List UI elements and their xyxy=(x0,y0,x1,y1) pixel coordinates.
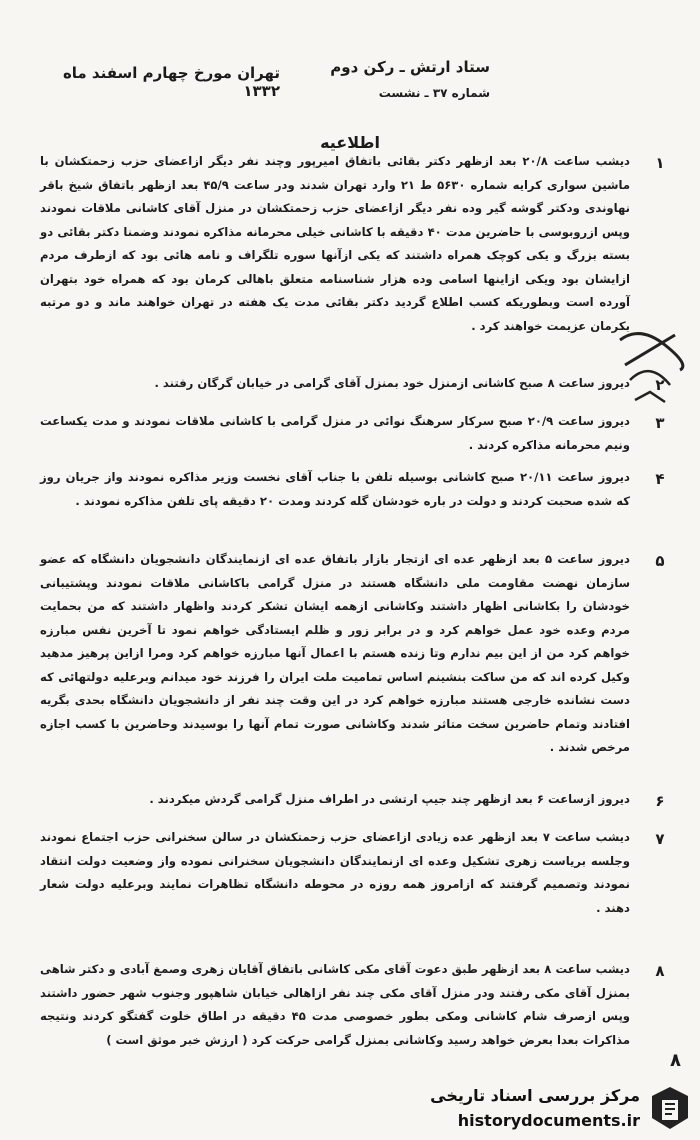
watermark-name: مرکز بررسی اسناد تاریخی xyxy=(430,1086,640,1105)
paragraph-text: دیشب ساعت ۸ بعد ازظهر طبق دعوت آقای مکی کاشانی باتفاق آقایان زهری وصمغ آبادی و دکتر شاهی بمنزل آقای مکی رفتند ودر منزل آقای مکی چند نفر ازاهالی خیابان شاهپور وجنوب شهر حضور داشتند وپس ازصرف شام کاشانی ومکی بطور خصوصی مدت ۴۵ دقیقه در اطاق خلوت گفتگو کردند ونتیجه مذاکرات بعدا بعرض خواهد رسید وکاشانی بمنزل گرامی حرکت کرد ( ارزش خبر موثق است ) xyxy=(40,962,630,1047)
paragraph-number: ۸ xyxy=(655,962,665,980)
paragraph-text: دیروز ساعت ۲۰/۱۱ صبح کاشانی بوسیله تلفن با جناب آقای نخست وزیر مذاکره نمودند واز جریان روز که شده صحبت کردند و دولت در باره خودشان گله کردند ومدت ۲۰ دقیقه پای تلفن مذاکره نمودند . xyxy=(40,470,630,508)
watermark xyxy=(410,1078,700,1140)
document-title: اطلاعیه xyxy=(320,133,380,152)
paragraph-text: دیشب ساعت ۷ بعد ازظهر عده زیادی ازاعضای حزب زحمتکشان در سالن سخنرانی حزب اجتماع نمودند وجلسه بریاست زهری تشکیل وعده ای ازنمایندگان دانشجویان سخنرانی نموده واز وضعیت دولت انتقاد نمودند وتصمیم گرفتند که ازامروز همه روزه در محوطه دانشگاه تظاهرات نمایند وبرعلیه دولت شعار دهند . xyxy=(40,830,630,915)
paragraph-number: ۲ xyxy=(655,376,665,394)
archive-logo-icon xyxy=(648,1084,692,1132)
paragraph-number: ۴ xyxy=(655,470,665,488)
margin-note: ۸ xyxy=(670,1050,681,1071)
watermark-domain: historydocuments.ir xyxy=(457,1111,640,1130)
paragraph-number: ۱ xyxy=(655,154,665,172)
paragraph-number: ۶ xyxy=(655,792,665,810)
paragraph-text: دیروز ساعت ۸ صبح کاشانی ازمنزل خود بمنزل آقای گرامی در خیابان گرگان رفتند . xyxy=(154,376,630,390)
paragraph-text: دیروز ازساعت ۶ بعد ازظهر چند جیپ ارتشی در اطراف منزل گرامی گردش میکردند . xyxy=(149,792,630,806)
paragraph-text: دیروز ساعت ۲۰/۹ صبح سرکار سرهنگ نوائی در منزل گرامی با کاشانی ملاقات نمودند و مدت یکساعت ونیم محرمانه مذاکره کردند . xyxy=(40,414,631,452)
reference-line: شماره ۳۷ ـ نشست xyxy=(378,86,490,100)
paragraph-text: دیشب ساعت ۲۰/۸ بعد ازظهر دکتر بقائی باتفاق امیرپور وچند نفر دیگر ازاعضای حزب زحمتکشان با ماشین سواری کرایه شماره ۵۶۳۰ ط ۲۱ وارد تهران شدند ودر ساعت ۴۵/۹ بعد ازظهر باتفاق شیخ باقر نهاوندی ودکتر گوشه گیر وده نفر دیگر ازاعضای حزب زحمتکشان در منزل آقای کاشانی ملاقات نمودند وپس ازروبوسی با حاضرین مدت ۴۰ دقیقه با کاشانی خیلی محرمانه مذاکره نمودند وضمنا دکتر بقائی دو بسته بزرگ و یکی کوچک همراه داشتند که یکی ازآنها سوره تلگراف و نامه هائی بود که ازطرف مردم ازایشان بود ویکی ازاینها اسامی وده هزار شناسنامه متعلق باهالی کرمان بود که همراه خود بتهران آورده است وبطوریکه کسب اطلاع گردید دکتر بقائی مدت یک هفته در تهران خواهند ماند و دو مرتبه بکرمان عزیمت خواهند کرد . xyxy=(40,154,630,333)
date-line: تهران مورخ چهارم اسفند ماه ۱۳۳۲ xyxy=(62,64,280,100)
paragraph-number: ۵ xyxy=(655,552,665,570)
handwritten-mark-icon xyxy=(610,320,690,410)
paragraph-number: ۳ xyxy=(655,414,665,432)
paragraph-number: ۷ xyxy=(655,830,665,848)
organization-heading: ستاد ارتش ـ رکن دوم xyxy=(330,58,490,76)
paragraph-text: دیروز ساعت ۵ بعد ازظهر عده ای ازتجار بازار باتفاق عده ای ازنمایندگان دانشجویان دانشگاه که عضو سازمان نهضت مقاومت ملی دانشگاه هستند در منزل گرامی باکاشانی ملاقات نمودند وپشتیبانی خودشان را بکاشانی اظهار داشتند وکاشانی ازهمه ایشان تشکر کردند واظهار داشتند که من بحمایت مردم وعده خود عمل خواهم کرد و در برابر زور و ظلم ایستادگی خواهم نمود تا آخرین نفس مبارزه خواهم کرد من از این بیم ندارم وتا زنده هستم با اعمال آنها مبارزه خواهم کرد ومرا ازاین پرهیز مدهید وکیل کرده اند که من ساکت بنشینم اساس تمامیت ملت ایران را فرزند خود میدانم وبرعلیه دولتهائی که دست نشانده خارجی هستند مبارزه خواهم کرد در این وقت چند نفر از دانشجویان دانشگاه بحدی بگریه افتادند وتمام حاضرین سخت متاثر شدند وکاشانی صورت تمام آنها را بوسیدند وحاضرین با کسب اجازه مرخص شدند . xyxy=(40,552,630,754)
